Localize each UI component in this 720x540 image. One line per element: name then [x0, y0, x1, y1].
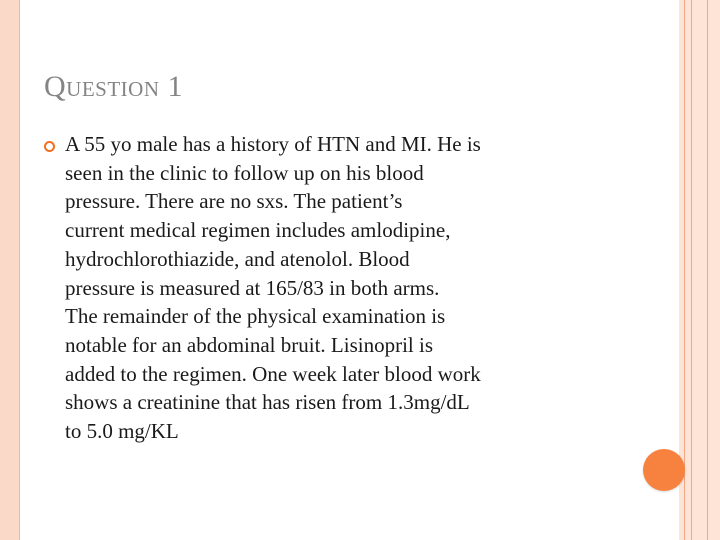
- right-border-line: [691, 0, 692, 540]
- decorative-circle-icon: [643, 449, 685, 491]
- text-line: current medical regimen includes amlodipine,: [65, 218, 451, 243]
- left-border-decoration: [0, 0, 20, 540]
- text-line: seen in the clinic to follow up on his blood: [65, 160, 424, 185]
- text-line: pressure is measured at 165/83 in both arms.: [65, 275, 440, 300]
- text-line: The remainder of the physical examination is: [65, 304, 446, 329]
- text-line: hydrochlorothiazide, and atenolol. Blood: [65, 246, 410, 271]
- right-border-line: [684, 0, 685, 540]
- slide-title: Question 1: [44, 70, 183, 103]
- text-line: notable for an abdominal bruit. Lisinopril is: [65, 332, 434, 357]
- right-border-decoration: [679, 0, 720, 540]
- bullet-circle-icon: [44, 141, 55, 152]
- text-line: A 55 yo male has a history of HTN and MI. He is: [65, 132, 481, 156]
- bullet-text: [65, 130, 625, 446]
- text-line: shows a creatinine that has risen from 1.3mg/dL: [65, 390, 470, 415]
- right-border-line: [707, 0, 708, 540]
- text-line: to 5.0 mg/KL: [65, 419, 179, 444]
- text-line: added to the regimen. One week later blood work: [65, 361, 481, 386]
- text-line: pressure. There are no sxs. The patient’s: [65, 189, 403, 214]
